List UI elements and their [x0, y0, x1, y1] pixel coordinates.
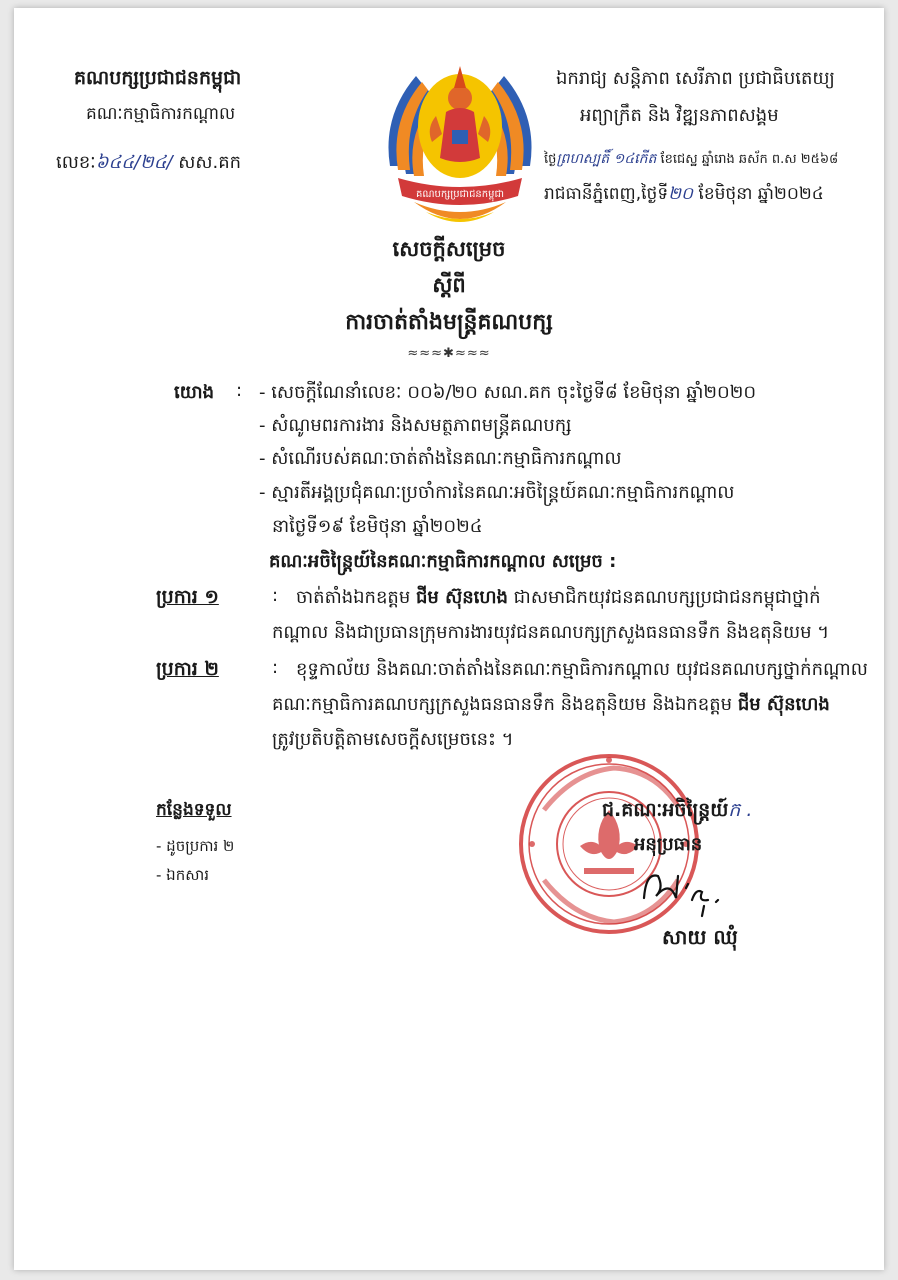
article-1-text-a: ចាត់តាំងឯកឧត្តម — [296, 587, 416, 608]
article-1-colon: : — [272, 585, 279, 606]
handwritten-signature-icon — [634, 858, 754, 918]
article-1-line2: កណ្តាល និងជាប្រធានក្រុមការងារយុវជនគណបក្សក្រសួងធនធានទឹក និងឧតុនិយម ។ — [272, 622, 830, 643]
article-2-colon: : — [272, 657, 279, 678]
lunar-date — [544, 149, 838, 170]
article-2-text-a: គណៈកម្មាធិការគណបក្សក្រសួងធនធានទឹក និងឧតុនិយម និងឯកឧត្តម — [272, 694, 738, 715]
party-name: គណបក្សប្រជាជនកម្ពុជា — [74, 67, 242, 89]
article-2-appointee: ជីម ស៊ុនហេង — [737, 694, 830, 715]
signatory-title-text: ជ.គណៈអចិន្ត្រៃយ៍ — [602, 799, 729, 821]
doc-title-decision: សេចក្តីសម្រេច — [392, 237, 506, 261]
signatory-name: សាយ ឈុំ — [662, 925, 738, 949]
nation-motto-line1: ឯករាជ្យ សន្តិភាព សេរីភាព ប្រជាធិបតេយ្យ — [556, 68, 835, 89]
nation-motto-line2: អព្យាក្រឹត និង វិឌ្ឍនភាពសង្គម — [580, 105, 779, 126]
ref-suffix: សស.គក — [172, 152, 242, 173]
doc-title-subject: ការចាត់តាំងមន្ត្រីគណបក្ស — [345, 310, 553, 335]
lunar-suffix: ខែជេស្ឋ ឆ្នាំរោង ឆស័ក ព.ស ២៥៦៨ — [656, 152, 839, 167]
city-date — [544, 183, 824, 208]
basis-item: - ស្មារតីអង្គប្រជុំគណៈប្រចាំការនៃគណៈអចិន្ត្រៃយ៍គណៈកម្មាធិការកណ្តាល — [259, 482, 735, 503]
recipient-item: - ឯកសារ — [156, 866, 210, 884]
day-handwritten: ២០ — [668, 184, 694, 204]
doc-title-on: ស្តីពី — [432, 273, 466, 297]
basis-item: - សេចក្តីណែនាំលេខៈ ០០៦/២០ សណ.គក ចុះថ្ងៃទី៨ ខែមិថុនា ឆ្នាំ២០២០ — [259, 382, 757, 403]
article-2-line1: ខុទ្ទកាល័យ និងគណៈចាត់តាំងនៃគណៈកម្មាធិការកណ្តាល យុវជនគណបក្សថ្នាក់កណ្តាល — [296, 659, 868, 680]
title-ornament: ≈≈≈✱≈≈≈ — [407, 346, 491, 361]
party-logo-icon — [376, 46, 544, 236]
ref-number: ៦៤៤/២៤/ — [95, 152, 173, 173]
article-1-line1 — [296, 585, 821, 612]
recipients-title: កន្លែងទទួល — [156, 800, 232, 820]
basis-item: - សំណើរបស់គណៈចាត់តាំងនៃគណៈកម្មាធិការកណ្តាល — [259, 448, 622, 469]
lunar-handwritten: ព្រហស្បតិ៍ ១៤កើត — [556, 151, 657, 167]
article-2-label: ប្រការ ២ — [156, 658, 219, 680]
article-2-line2 — [272, 692, 830, 719]
document-page — [14, 8, 884, 1270]
basis-item: នាថ្ងៃទី១៩ ខែមិថុនា ឆ្នាំ២០២៤ — [272, 516, 483, 537]
signatory-title — [602, 798, 752, 826]
recipient-item: - ដូចប្រការ ២ — [156, 837, 235, 855]
lunar-prefix: ថ្ងៃ — [544, 152, 557, 167]
city-suffix: ខែមិថុនា ឆ្នាំ២០២៤ — [693, 184, 824, 204]
city-prefix: រាជធានីភ្នំពេញ,ថ្ងៃទី — [544, 184, 669, 204]
article-1-text-b: ជាសមាជិកយុវជនគណបក្សប្រជាជនកម្ពុជាថ្នាក់ — [507, 587, 821, 608]
decides-line: គណៈអចិន្ត្រៃយ៍នៃគណៈកម្មាធិការកណ្តាល សម្រេច : — [269, 551, 617, 572]
signatory-role: អនុប្រធាន — [634, 834, 703, 855]
basis-label: យោង — [174, 382, 214, 403]
logo-banner-text: គណបក្សប្រជាជនកម្ពុជា — [416, 189, 504, 200]
signatory-handwritten-mark: ក . — [728, 799, 753, 821]
committee-name: គណៈកម្មាធិការកណ្តាល — [86, 104, 236, 124]
reference-number — [56, 150, 241, 177]
basis-colon: : — [236, 380, 243, 401]
ref-prefix: លេខៈ — [56, 152, 96, 173]
article-2-line3: ត្រូវប្រតិបត្តិតាមសេចក្តីសម្រេចនេះ ។ — [272, 729, 514, 750]
basis-item: - សំណូមពរការងារ និងសមត្ថភាពមន្ត្រីគណបក្ស — [259, 415, 572, 436]
article-1-label: ប្រការ ១ — [156, 586, 219, 608]
article-1-appointee: ជីម ស៊ុនហេង — [415, 587, 508, 608]
